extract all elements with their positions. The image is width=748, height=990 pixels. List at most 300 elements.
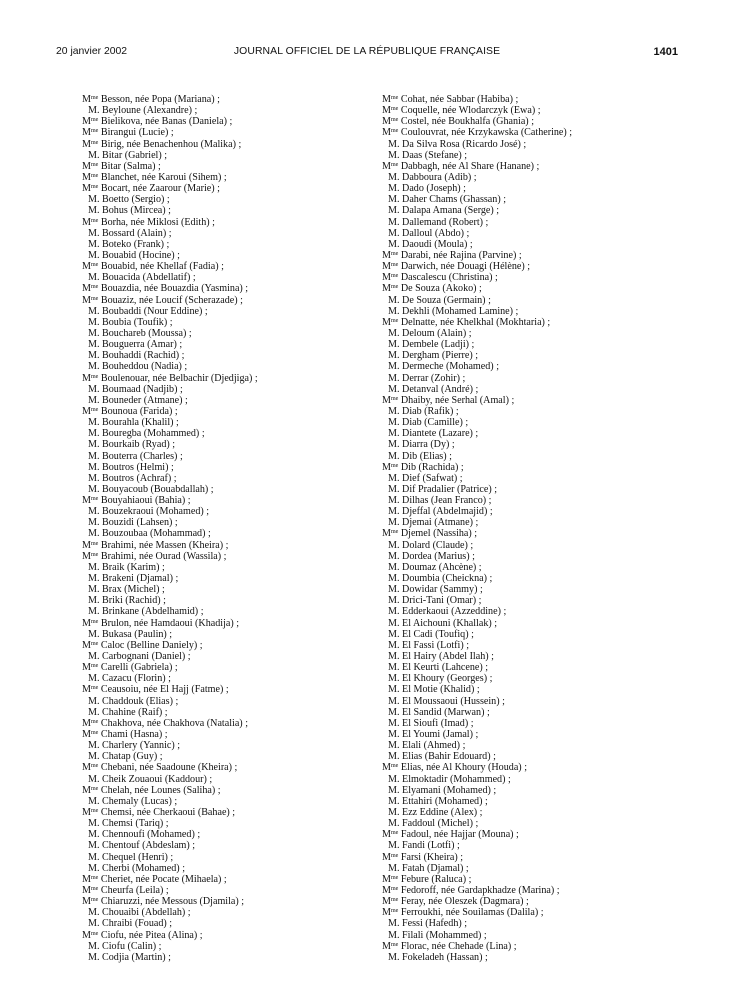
name-entry — [382, 127, 682, 138]
civility-title: M. — [88, 907, 100, 919]
person-name: Cohat, née Sabbar (Habiba) ; — [398, 94, 519, 105]
civility-title: M. — [388, 573, 400, 585]
name-entry — [82, 540, 382, 551]
person-name: Elias, née Al Khoury (Houda) ; — [398, 762, 527, 774]
person-name: Boumaad (Nadjib) ; — [99, 383, 183, 395]
name-entry — [82, 551, 382, 562]
person-name: Edderkaoui (Azzeddine) ; — [399, 606, 507, 618]
person-name: Boulenouar, née Belbachir (Djedjiga) ; — [98, 372, 258, 384]
person-name: Bouregba (Mohammed) ; — [99, 428, 205, 440]
person-name: Dif Pradalier (Patrice) ; — [399, 483, 498, 495]
person-name: Fandi (Lotfi) ; — [399, 840, 460, 852]
journal-title: JOURNAL OFFICIEL DE LA RÉPUBLIQUE FRANÇAISE — [233, 46, 501, 57]
name-entry — [82, 941, 382, 952]
civility-title: $M^{me}$ — [82, 160, 99, 172]
person-name: Chatap (Guy) ; — [99, 751, 163, 763]
person-name: Derrar (Zohir) ; — [399, 372, 466, 384]
name-entry — [382, 796, 682, 807]
person-name: El Aichouni (Khallak) ; — [399, 617, 498, 629]
name-entry — [382, 573, 682, 584]
civility-title: $M^{me}$ — [382, 762, 399, 774]
name-entry — [382, 228, 682, 239]
name-entry — [382, 606, 682, 617]
person-name: Dib (Elias) ; — [399, 450, 452, 462]
civility-title: M. — [388, 795, 400, 807]
civility-title: M. — [388, 405, 400, 417]
civility-title: M. — [88, 595, 100, 607]
civility-title: M. — [388, 216, 400, 228]
civility-title: M. — [88, 695, 100, 707]
person-name: Cazacu (Florin) ; — [99, 673, 171, 685]
person-name: Elali (Ahmed) ; — [399, 740, 466, 752]
name-entry — [382, 328, 682, 339]
name-entry — [382, 930, 682, 941]
person-name: Ezz Eddine (Alex) ; — [399, 807, 483, 818]
name-entry — [82, 94, 382, 105]
person-name: De Souza (Akoko) ; — [398, 283, 482, 295]
name-entry — [82, 361, 382, 372]
name-entry — [382, 818, 682, 829]
name-entry — [82, 161, 382, 172]
person-name: Bouacida (Abdellatif) ; — [99, 272, 196, 284]
person-name: Elmoktadir (Mohammed) ; — [399, 773, 511, 785]
name-entry — [382, 172, 682, 183]
person-name: Chaddouk (Elias) ; — [99, 695, 179, 707]
person-name: Bouzoubaa (Mohammad) ; — [99, 528, 211, 540]
name-entry — [82, 217, 382, 228]
page-number: 1401 — [653, 46, 678, 58]
civility-title: $M^{me}$ — [82, 495, 99, 507]
name-entry — [382, 840, 682, 851]
civility-title: M. — [88, 606, 100, 618]
civility-title: M. — [88, 194, 100, 206]
name-entry — [82, 930, 382, 941]
name-entry — [82, 239, 382, 250]
person-name: Chemsi, née Cherkaoui (Bahae) ; — [98, 807, 236, 818]
person-name: Bouterra (Charles) ; — [99, 450, 183, 462]
civility-title: $M^{me}$ — [82, 550, 99, 562]
name-entry — [82, 885, 382, 896]
person-name: Codjia (Martin) ; — [99, 951, 171, 963]
person-name: Diantete (Lazare) ; — [399, 428, 479, 440]
civility-title: M. — [388, 673, 400, 685]
civility-title: $M^{me}$ — [382, 884, 399, 896]
person-name: Dalloul (Abdo) ; — [399, 227, 470, 239]
civility-title: $M^{me}$ — [82, 283, 99, 295]
name-entry — [82, 462, 382, 473]
person-name: Costel, née Boukhalfa (Ghania) ; — [398, 116, 534, 128]
person-name: Detanval (André) ; — [399, 383, 479, 395]
person-name: Chakhova, née Chakhova (Natalia) ; — [98, 717, 248, 729]
civility-title: $M^{me}$ — [82, 873, 99, 885]
civility-title: $M^{me}$ — [382, 249, 399, 261]
name-entry — [382, 116, 682, 127]
name-entry — [82, 762, 382, 773]
person-name: Fatah (Djamal) ; — [399, 862, 469, 874]
person-name: Chami (Hasna) ; — [98, 729, 168, 741]
civility-title: $M^{me}$ — [382, 94, 399, 105]
person-name: Dekhli (Mohamed Lamine) ; — [399, 305, 519, 317]
civility-title: M. — [88, 305, 100, 317]
person-name: Bourahla (Khalil) ; — [99, 417, 179, 429]
civility-title: $M^{me}$ — [82, 784, 99, 796]
civility-title: $M^{me}$ — [82, 183, 99, 195]
person-name: Diab (Rafik) ; — [399, 405, 459, 417]
person-name: Florac, née Chehade (Lina) ; — [398, 940, 517, 952]
person-name: Fadoul, née Hajjar (Mouna) ; — [398, 829, 519, 841]
civility-title: $M^{me}$ — [382, 940, 399, 952]
name-entry — [382, 896, 682, 907]
civility-title: M. — [388, 483, 400, 495]
name-entry — [382, 584, 682, 595]
name-entry — [82, 172, 382, 183]
person-name: El Sioufi (Imad) ; — [399, 717, 474, 729]
name-entry — [382, 885, 682, 896]
civility-title: M. — [388, 327, 400, 339]
civility-title: M. — [88, 829, 100, 841]
name-entry — [382, 807, 682, 818]
civility-title: M. — [88, 840, 100, 852]
person-name: Charlery (Yannic) ; — [99, 740, 181, 752]
person-name: Ciofu (Calin) ; — [99, 940, 162, 952]
civility-title: $M^{me}$ — [382, 896, 399, 908]
person-name: Elyamani (Mohamed) ; — [399, 784, 497, 796]
person-name: Djemel (Nassiha) ; — [398, 528, 478, 540]
civility-title: M. — [388, 840, 400, 852]
person-name: Carelli (Gabriela) ; — [98, 662, 178, 674]
civility-title: M. — [388, 495, 400, 507]
name-entry — [382, 863, 682, 874]
civility-title: M. — [388, 350, 400, 362]
civility-title: M. — [88, 528, 100, 540]
person-name: Djemai (Atmane) ; — [399, 517, 479, 529]
civility-title: M. — [88, 205, 100, 217]
name-entry — [82, 339, 382, 350]
civility-title: $M^{me}$ — [82, 639, 99, 651]
civility-title: $M^{me}$ — [82, 617, 99, 629]
person-name: Bouabid, née Khellaf (Fadia) ; — [98, 261, 224, 273]
name-entry — [82, 127, 382, 138]
civility-title: M. — [388, 550, 400, 562]
civility-title: $M^{me}$ — [82, 662, 99, 674]
person-name: Boubaddi (Nour Eddine) ; — [99, 305, 208, 317]
name-entry — [82, 328, 382, 339]
names-column-right — [382, 94, 682, 963]
name-entry — [382, 439, 682, 450]
person-name: Bouabid (Hocine) ; — [99, 249, 180, 261]
civility-title: M. — [388, 539, 400, 551]
name-entry — [382, 640, 682, 651]
civility-title: $M^{me}$ — [382, 851, 399, 863]
name-entry — [382, 729, 682, 740]
civility-title: M. — [388, 561, 400, 573]
civility-title: M. — [388, 662, 400, 674]
person-name: El Moussaoui (Hussein) ; — [399, 695, 505, 707]
name-entry — [382, 239, 682, 250]
civility-title: M. — [88, 506, 100, 518]
civility-title: $M^{me}$ — [382, 873, 399, 885]
civility-title: $M^{me}$ — [82, 884, 99, 896]
name-entry — [82, 150, 382, 161]
name-entry — [82, 428, 382, 439]
name-entry — [82, 785, 382, 796]
header-date: 20 janvier 2002 — [56, 46, 128, 57]
name-entry — [82, 684, 382, 695]
name-entry — [82, 139, 382, 150]
civility-title: M. — [388, 238, 400, 250]
person-name: Dib (Rachida) ; — [398, 461, 464, 473]
name-entry — [82, 417, 382, 428]
name-entry — [382, 651, 682, 662]
person-name: Elias (Bahir Edouard) ; — [399, 751, 496, 763]
name-entry — [382, 161, 682, 172]
person-name: Bouneder (Atmane) ; — [99, 394, 188, 406]
civility-title: M. — [388, 706, 400, 718]
name-entry — [382, 250, 682, 261]
person-name: Daher Chams (Ghassan) ; — [399, 194, 507, 206]
name-entry — [82, 874, 382, 885]
name-entry — [382, 506, 682, 517]
name-entry — [82, 395, 382, 406]
name-entry — [382, 205, 682, 216]
civility-title: $M^{me}$ — [82, 807, 99, 818]
civility-title: M. — [88, 394, 100, 406]
name-entry — [382, 629, 682, 640]
civility-title: M. — [388, 506, 400, 518]
civility-title: M. — [388, 305, 400, 317]
civility-title: M. — [388, 862, 400, 874]
civility-title: M. — [388, 951, 400, 963]
person-name: Cherbi (Mohamed) ; — [99, 862, 185, 874]
person-name: El Fassi (Lotfi) ; — [399, 639, 470, 651]
person-name: Chraibi (Fouad) ; — [99, 918, 173, 930]
civility-title: M. — [88, 472, 100, 484]
civility-title: M. — [388, 439, 400, 451]
civility-title: $M^{me}$ — [82, 684, 99, 696]
name-entry — [382, 406, 682, 417]
name-entry — [382, 662, 682, 673]
name-entry — [382, 417, 682, 428]
civility-title: M. — [388, 807, 400, 818]
person-name: Brahimi, née Massen (Kheira) ; — [98, 539, 229, 551]
page-header — [56, 46, 678, 60]
civility-title: M. — [88, 795, 100, 807]
name-entry — [82, 261, 382, 272]
name-entry — [382, 473, 682, 484]
civility-title: M. — [88, 383, 100, 395]
name-entry — [82, 373, 382, 384]
civility-title: M. — [388, 428, 400, 440]
person-name: Bouchareb (Moussa) ; — [99, 327, 192, 339]
name-entry — [82, 205, 382, 216]
person-name: Darwich, née Douagi (Hélène) ; — [398, 261, 531, 273]
civility-title: M. — [388, 517, 400, 529]
name-entry — [382, 595, 682, 606]
person-name: Beyloune (Alexandre) ; — [99, 105, 198, 117]
person-name: Dergham (Pierre) ; — [399, 350, 479, 362]
civility-title: M. — [88, 417, 100, 429]
name-entry — [82, 896, 382, 907]
name-entry — [82, 495, 382, 506]
name-entry — [82, 829, 382, 840]
civility-title: M. — [88, 249, 100, 261]
civility-title: M. — [88, 706, 100, 718]
name-entry — [382, 528, 682, 539]
civility-title: $M^{me}$ — [382, 160, 399, 172]
name-entry — [82, 451, 382, 462]
name-entry — [382, 384, 682, 395]
civility-title: M. — [388, 651, 400, 663]
civility-title: M. — [88, 428, 100, 440]
civility-title: $M^{me}$ — [382, 394, 399, 406]
name-entry — [82, 473, 382, 484]
civility-title: M. — [388, 294, 400, 306]
civility-title: $M^{me}$ — [82, 729, 99, 741]
civility-title: M. — [388, 227, 400, 239]
person-name: Briki (Rachid) ; — [99, 595, 166, 607]
civility-title: M. — [88, 651, 100, 663]
name-entry — [82, 317, 382, 328]
person-name: Dascalescu (Christina) ; — [398, 272, 498, 284]
name-entry — [82, 506, 382, 517]
name-entry — [82, 640, 382, 651]
person-name: Bouzidi (Lahsen) ; — [99, 517, 178, 529]
name-entry — [82, 306, 382, 317]
name-entry — [82, 852, 382, 863]
name-entry — [382, 139, 682, 150]
person-name: Daas (Stefane) ; — [399, 149, 468, 161]
person-name: Birangui (Lucie) ; — [98, 127, 174, 139]
person-name: Birig, née Benachenhou (Malika) ; — [98, 138, 242, 150]
civility-title: M. — [88, 439, 100, 451]
person-name: Blanchet, née Karoui (Sihem) ; — [98, 171, 227, 183]
civility-title: M. — [88, 773, 100, 785]
person-name: Bukasa (Paulin) ; — [99, 628, 173, 640]
civility-title: $M^{me}$ — [82, 261, 99, 273]
person-name: Coquelle, née Wlodarczyk (Ewa) ; — [398, 105, 541, 117]
person-name: Ferroukhi, née Souilamas (Dalila) ; — [398, 907, 544, 919]
person-name: Brakeni (Djamal) ; — [99, 573, 179, 585]
person-name: Boutros (Achraf) ; — [99, 472, 177, 484]
person-name: Bouyacoub (Bouabdallah) ; — [99, 483, 214, 495]
civility-title: $M^{me}$ — [82, 171, 99, 183]
civility-title: M. — [88, 584, 100, 596]
person-name: Dermeche (Mohamed) ; — [399, 361, 499, 373]
person-name: Chelah, née Lounes (Saliha) ; — [98, 784, 221, 796]
civility-title: M. — [88, 561, 100, 573]
person-name: Bouguerra (Amar) ; — [99, 339, 183, 351]
person-name: Chemsi (Tariq) ; — [99, 818, 169, 830]
civility-title: M. — [388, 929, 400, 941]
name-entry — [382, 183, 682, 194]
civility-title: M. — [88, 818, 100, 830]
civility-title: $M^{me}$ — [82, 405, 99, 417]
name-entry — [82, 774, 382, 785]
person-name: Fessi (Hafedh) ; — [399, 918, 468, 930]
civility-title: M. — [88, 918, 100, 930]
civility-title: M. — [88, 573, 100, 585]
name-entry — [82, 863, 382, 874]
name-entry — [382, 373, 682, 384]
civility-title: M. — [88, 461, 100, 473]
civility-title: M. — [388, 818, 400, 830]
person-name: Bouhaddi (Rachid) ; — [99, 350, 185, 362]
name-entry — [382, 751, 682, 762]
name-entry — [82, 696, 382, 707]
person-name: Delnatte, née Khelkhal (Mokhtaria) ; — [398, 316, 551, 328]
name-entry — [382, 829, 682, 840]
civility-title: M. — [388, 717, 400, 729]
name-entry — [382, 774, 682, 785]
civility-title: M. — [88, 149, 100, 161]
name-entry — [382, 918, 682, 929]
civility-title: M. — [88, 940, 100, 952]
civility-title: $M^{me}$ — [382, 105, 399, 117]
person-name: Braik (Karim) ; — [99, 561, 165, 573]
name-entry — [382, 339, 682, 350]
civility-title: M. — [88, 851, 100, 863]
name-entry — [82, 228, 382, 239]
name-entry — [382, 562, 682, 573]
person-name: El Cadi (Toufiq) ; — [399, 628, 474, 640]
civility-title: $M^{me}$ — [82, 762, 99, 774]
civility-title: M. — [88, 673, 100, 685]
name-entry — [82, 918, 382, 929]
name-entry — [82, 194, 382, 205]
civility-title: M. — [88, 272, 100, 284]
name-entry — [382, 941, 682, 952]
name-entry — [382, 718, 682, 729]
name-entry — [382, 295, 682, 306]
person-name: Brax (Michel) ; — [99, 584, 165, 596]
civility-title: M. — [388, 684, 400, 696]
name-entry — [382, 350, 682, 361]
name-entry — [82, 840, 382, 851]
civility-title: M. — [388, 606, 400, 618]
name-entry — [82, 807, 382, 818]
person-name: Cheik Zouaoui (Kaddour) ; — [99, 773, 213, 785]
civility-title: $M^{me}$ — [82, 539, 99, 551]
name-entry — [82, 562, 382, 573]
person-name: Farsi (Kheira) ; — [398, 851, 464, 863]
civility-title: $M^{me}$ — [382, 283, 399, 295]
civility-title: M. — [388, 194, 400, 206]
civility-title: $M^{me}$ — [82, 216, 99, 228]
name-entry — [382, 740, 682, 751]
person-name: Dembele (Ladji) ; — [399, 339, 475, 351]
name-entry — [382, 428, 682, 439]
civility-title: M. — [88, 862, 100, 874]
civility-title: M. — [388, 450, 400, 462]
civility-title: M. — [88, 339, 100, 351]
name-entry — [82, 116, 382, 127]
person-name: Diarra (Dy) ; — [399, 439, 455, 451]
person-name: Chequel (Henri) ; — [99, 851, 174, 863]
person-name: Bossard (Alain) ; — [99, 227, 172, 239]
person-name: Dalapa Amana (Serge) ; — [399, 205, 500, 217]
person-name: Dilhas (Jean Franco) ; — [399, 495, 492, 507]
civility-title: M. — [388, 171, 400, 183]
name-entry — [82, 629, 382, 640]
name-entry — [382, 785, 682, 796]
person-name: Carbognani (Daniel) ; — [99, 651, 191, 663]
name-entry — [82, 350, 382, 361]
civility-title: M. — [388, 205, 400, 217]
person-name: Bocart, née Zaarour (Marie) ; — [98, 183, 220, 195]
name-entry — [382, 194, 682, 205]
person-name: Da Silva Rosa (Ricardo José) ; — [399, 138, 527, 150]
person-name: El Youmi (Jamal) ; — [399, 729, 479, 741]
